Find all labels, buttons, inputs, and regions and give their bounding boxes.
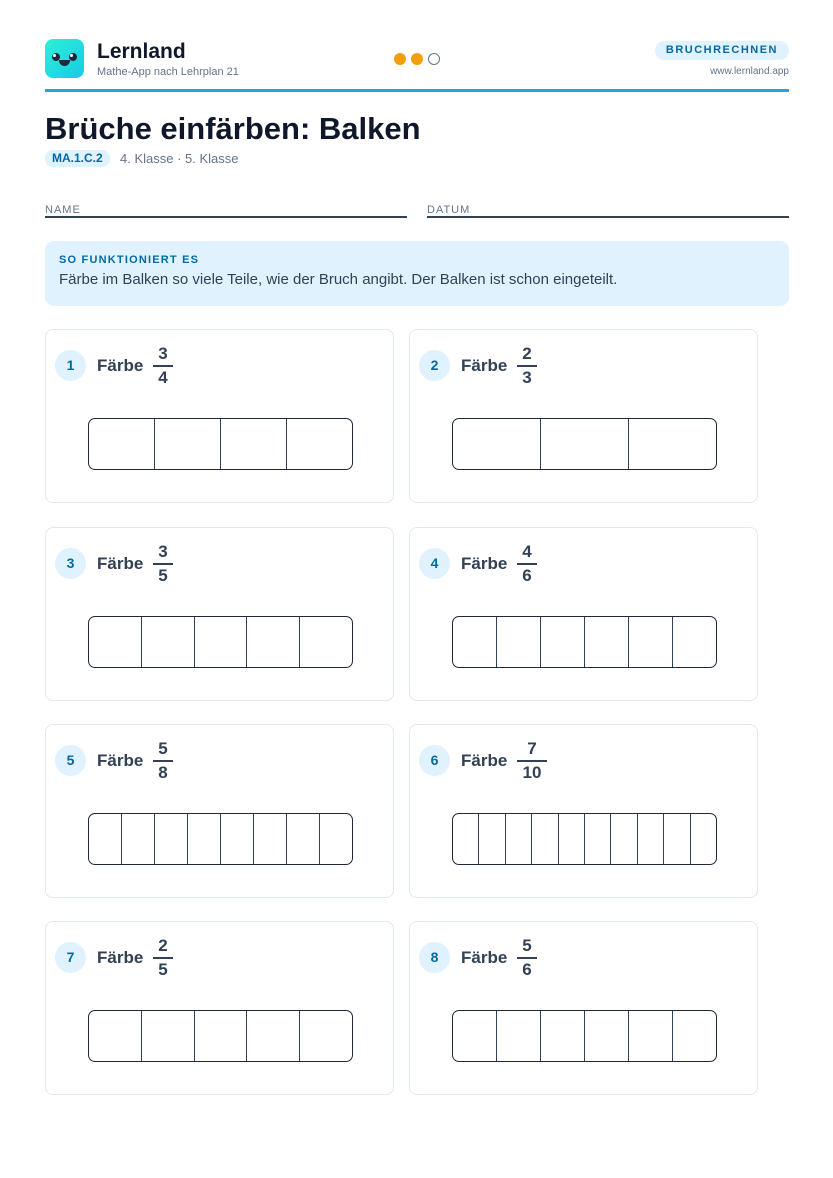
strip-segment[interactable] <box>496 617 540 667</box>
fraction-numerator: 3 <box>158 344 168 363</box>
strip-segment[interactable] <box>154 419 220 469</box>
fraction <box>153 542 173 586</box>
name-label: NAME <box>45 204 81 216</box>
fraction-denominator: 10 <box>522 763 542 782</box>
page-header <box>45 38 789 90</box>
task-card <box>45 329 394 503</box>
strip-segment[interactable] <box>194 1011 247 1061</box>
strip-segment[interactable] <box>246 617 299 667</box>
progress-dot-empty <box>428 53 440 65</box>
fraction-denominator: 5 <box>158 960 168 979</box>
strip-segment[interactable] <box>89 419 154 469</box>
task-number: 3 <box>55 548 86 579</box>
strip-segment[interactable] <box>299 617 352 667</box>
task-instruction: Färbe <box>97 554 144 573</box>
strip-segment[interactable] <box>584 1011 628 1061</box>
brand-subtitle: Mathe-App nach Lehrplan 21 <box>97 66 239 78</box>
task-instruction: Färbe <box>97 356 144 375</box>
strip-segment[interactable] <box>453 419 540 469</box>
fraction-bar <box>517 760 547 762</box>
task-instruction: Färbe <box>461 356 508 375</box>
strip-segment[interactable] <box>672 1011 716 1061</box>
strip-segment[interactable] <box>610 814 636 864</box>
fraction-denominator: 6 <box>522 566 532 585</box>
fraction <box>153 936 173 980</box>
strip-segment[interactable] <box>121 814 154 864</box>
topic-badge: BRUCHRECHNEN <box>655 41 789 60</box>
strip-segment[interactable] <box>672 617 716 667</box>
strip-segment[interactable] <box>89 617 141 667</box>
fraction-bar <box>153 957 173 959</box>
page-title: Brüche einfärben: Balken <box>45 111 421 146</box>
task-instruction: Färbe <box>97 751 144 770</box>
strip-segment[interactable] <box>253 814 286 864</box>
strip-segment[interactable] <box>187 814 220 864</box>
fraction-numerator: 5 <box>158 739 168 758</box>
grade-levels: 4. Klasse · 5. Klasse <box>120 151 239 166</box>
fraction-numerator: 2 <box>522 344 532 363</box>
instructions-text: Färbe im Balken so viele Teile, wie der Bruch angibt. Der Balken ist schon eingeteilt. <box>59 271 618 288</box>
brand-name: Lernland <box>97 40 186 63</box>
strip-segment[interactable] <box>558 814 584 864</box>
strip-segment[interactable] <box>637 814 663 864</box>
strip-segment[interactable] <box>194 617 247 667</box>
header-divider <box>45 89 789 92</box>
strip-segment[interactable] <box>141 617 194 667</box>
strip-segment[interactable] <box>690 814 716 864</box>
fraction <box>517 542 537 586</box>
progress-dot-filled <box>411 53 423 65</box>
strip-segment[interactable] <box>89 814 121 864</box>
fraction-strip <box>452 418 717 470</box>
website-url: www.lernland.app <box>710 66 789 77</box>
fraction-bar <box>153 563 173 565</box>
fraction-bar <box>153 760 173 762</box>
instructions-box <box>45 241 789 306</box>
task-number: 5 <box>55 745 86 776</box>
strip-segment[interactable] <box>89 1011 141 1061</box>
strip-segment[interactable] <box>453 617 496 667</box>
strip-segment[interactable] <box>540 1011 584 1061</box>
fraction-bar <box>517 957 537 959</box>
fraction-numerator: 4 <box>522 542 532 561</box>
task-instruction: Färbe <box>461 751 508 770</box>
fraction-numerator: 5 <box>522 936 532 955</box>
fraction-denominator: 8 <box>158 763 168 782</box>
fraction-denominator: 4 <box>158 368 168 387</box>
strip-segment[interactable] <box>628 1011 672 1061</box>
date-field[interactable] <box>427 200 789 218</box>
strip-segment[interactable] <box>531 814 557 864</box>
fraction-numerator: 2 <box>158 936 168 955</box>
strip-segment[interactable] <box>319 814 352 864</box>
task-instruction: Färbe <box>97 948 144 967</box>
strip-segment[interactable] <box>478 814 504 864</box>
fraction-denominator: 6 <box>522 960 532 979</box>
strip-segment[interactable] <box>453 1011 496 1061</box>
strip-segment[interactable] <box>453 814 478 864</box>
fraction <box>517 344 537 388</box>
task-card <box>409 329 758 503</box>
strip-segment[interactable] <box>220 419 286 469</box>
strip-segment[interactable] <box>628 419 716 469</box>
task-instruction: Färbe <box>461 948 508 967</box>
strip-segment[interactable] <box>663 814 689 864</box>
task-card <box>45 527 394 701</box>
strip-segment[interactable] <box>628 617 672 667</box>
fraction <box>517 739 547 783</box>
task-number: 8 <box>419 942 450 973</box>
strip-segment[interactable] <box>584 617 628 667</box>
task-number: 4 <box>419 548 450 579</box>
task-instruction: Färbe <box>461 554 508 573</box>
fraction-strip <box>88 813 353 865</box>
task-card <box>45 724 394 898</box>
fraction <box>517 936 537 980</box>
strip-segment[interactable] <box>496 1011 540 1061</box>
fraction-strip <box>452 1010 717 1062</box>
fraction-bar <box>517 563 537 565</box>
fraction-denominator: 5 <box>158 566 168 585</box>
strip-segment[interactable] <box>246 1011 299 1061</box>
task-card <box>45 921 394 1095</box>
strip-segment[interactable] <box>286 814 319 864</box>
task-card <box>409 724 758 898</box>
task-card <box>409 527 758 701</box>
fraction-strip <box>88 1010 353 1062</box>
strip-segment[interactable] <box>540 419 628 469</box>
fraction-numerator: 7 <box>527 739 537 758</box>
fraction-numerator: 3 <box>158 542 168 561</box>
fraction-strip <box>452 813 717 865</box>
fraction-denominator: 3 <box>522 368 532 387</box>
name-field[interactable] <box>45 200 407 218</box>
strip-segment[interactable] <box>299 1011 352 1061</box>
date-label: DATUM <box>427 204 471 216</box>
fraction-strip <box>88 616 353 668</box>
strip-segment[interactable] <box>141 1011 194 1061</box>
strip-segment[interactable] <box>286 419 352 469</box>
strip-segment[interactable] <box>154 814 187 864</box>
task-number: 1 <box>55 350 86 381</box>
curriculum-code-badge: MA.1.C.2 <box>45 150 110 167</box>
strip-segment[interactable] <box>505 814 531 864</box>
progress-dots <box>394 53 440 65</box>
strip-segment[interactable] <box>584 814 610 864</box>
task-number: 6 <box>419 745 450 776</box>
task-card <box>409 921 758 1095</box>
task-number: 7 <box>55 942 86 973</box>
fraction-bar <box>153 365 173 367</box>
fraction-bar <box>517 365 537 367</box>
instructions-heading: SO FUNKTIONIERT ES <box>59 254 200 266</box>
fraction <box>153 344 173 388</box>
strip-segment[interactable] <box>540 617 584 667</box>
smiley-face-icon <box>45 39 84 78</box>
task-number: 2 <box>419 350 450 381</box>
strip-segment[interactable] <box>220 814 253 864</box>
fraction-strip <box>452 616 717 668</box>
fraction <box>153 739 173 783</box>
progress-dot-filled <box>394 53 406 65</box>
fraction-strip <box>88 418 353 470</box>
